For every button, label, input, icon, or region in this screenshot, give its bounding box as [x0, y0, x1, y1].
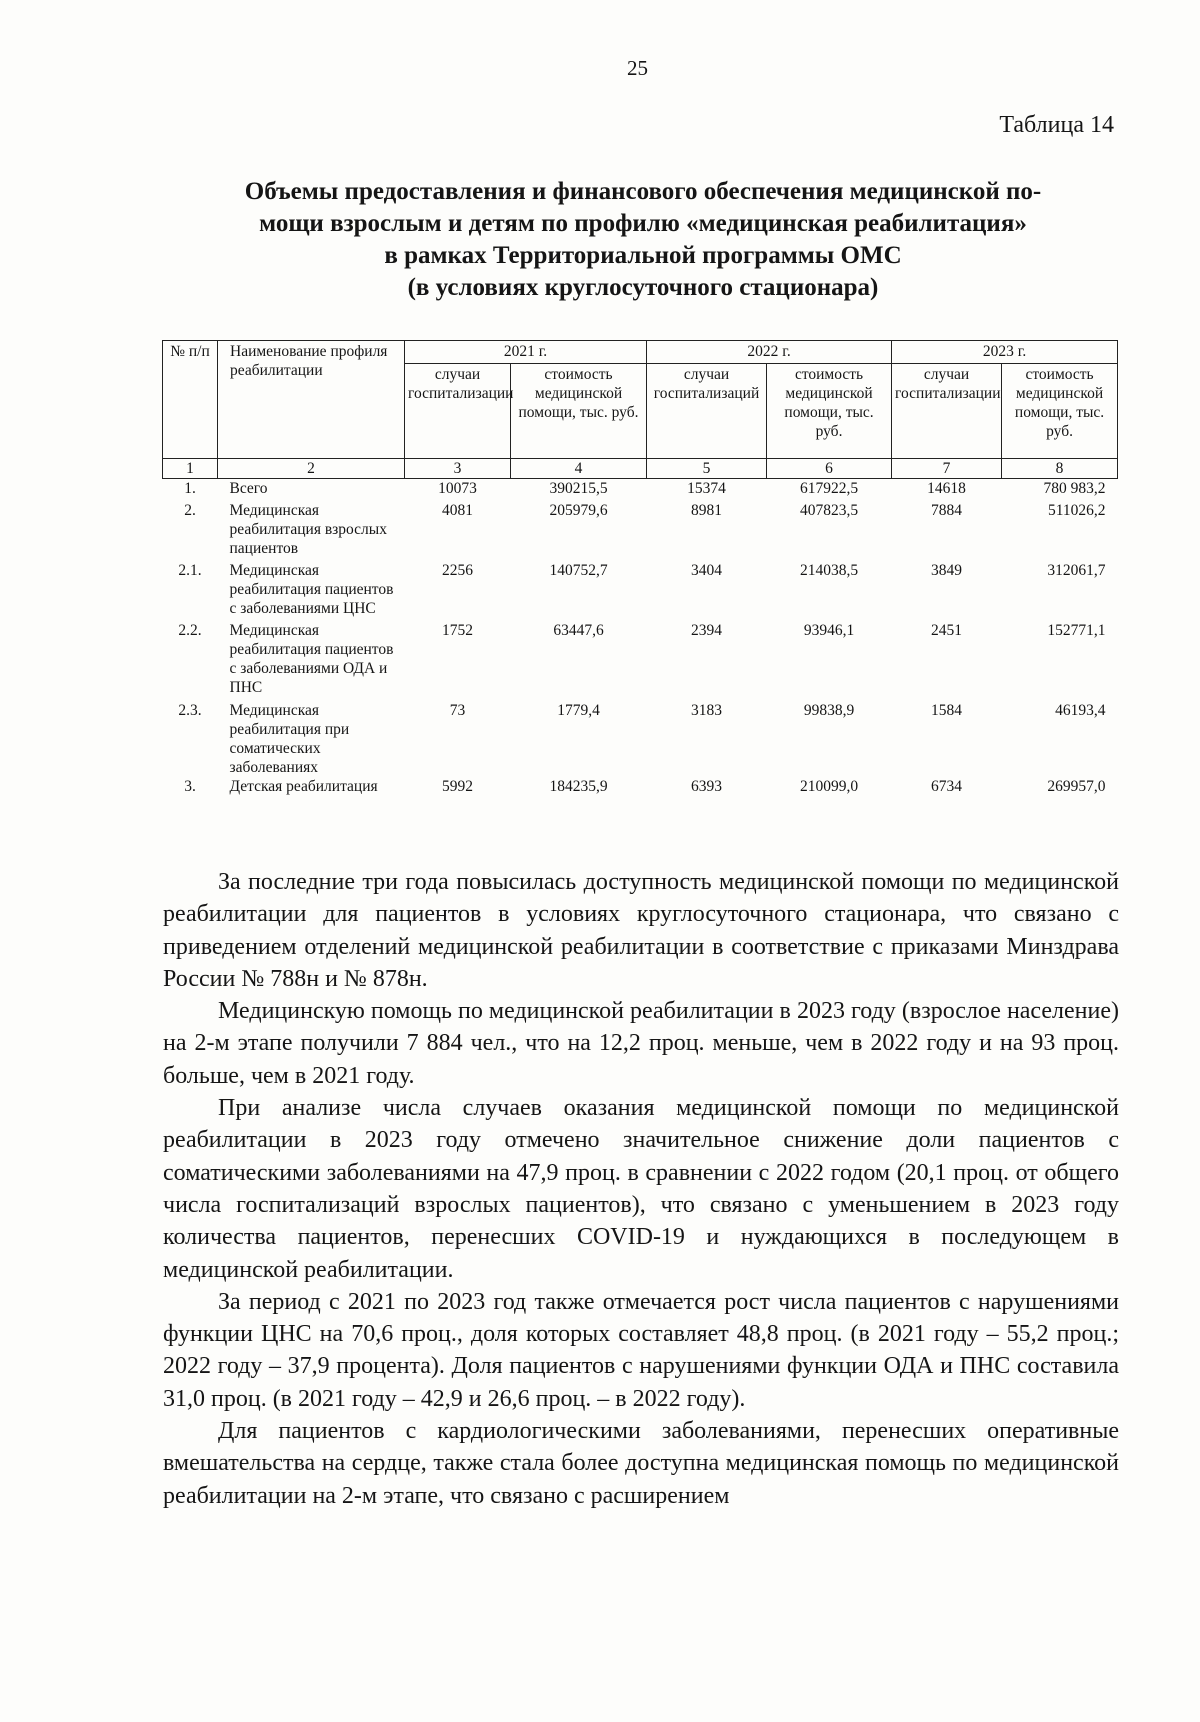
header-year-2023: 2023 г.	[892, 341, 1118, 364]
table-row	[163, 621, 1118, 701]
column-number: 5	[647, 459, 767, 479]
row-index: 2.	[184, 501, 196, 519]
body-text	[163, 866, 1119, 1512]
title-line: (в условиях круглосуточного стационара)	[407, 274, 879, 301]
cost-2023: 312061,7	[1047, 561, 1106, 579]
row-index: 2.3.	[178, 701, 202, 719]
cases-2023: 14618	[927, 480, 966, 497]
cases-2022: 3404	[691, 561, 723, 579]
column-number: 8	[1002, 459, 1118, 479]
table-row	[163, 479, 1118, 501]
column-number: 6	[767, 459, 892, 479]
cost-2021: 184235,9	[549, 777, 608, 795]
title-line: Объемы предоставления и финансового обеспечения медицинской по-	[244, 178, 1042, 205]
paragraph: При анализе числа случаев оказания медицинской помощи по медицинской реабилитации в 2023 году отмечено значительное снижение доли пациентов с соматическими заболеваниями на 47,9 проц. в сравнении с 2022 годом (20,1 проц. от общего числа госпитализаций взрослых пациентов), что связано с уменьшением в 2023 году количества пациентов, перенесших COVID-19 и нуждающихся в последующем в медицинской реабилитации.	[163, 1095, 1119, 1283]
cases-2021: 10073	[438, 480, 477, 497]
cases-2021: 73	[449, 701, 466, 719]
cost-2022: 407823,5	[799, 501, 859, 519]
document-title	[170, 176, 1116, 304]
header-2022-cost: стоимость медицинской помощи, тыс. руб.	[767, 364, 892, 459]
paragraph: Медицинскую помощь по медицинской реабилитации в 2023 году (взрослое население) на 2-м этапе получили 7 884 чел., что на 12,2 проц. меньше, чем в 2022 году и на 93 проц. больше, чем в 2021 году.	[163, 998, 1119, 1089]
header-profile-name: Наименование профиля реабилитации	[218, 341, 405, 459]
cases-2022: 2394	[691, 621, 723, 639]
header-year-2022: 2022 г.	[647, 341, 892, 364]
cases-2021: 5992	[442, 777, 473, 795]
cost-2023: 46193,4	[1055, 701, 1106, 719]
cost-2023: 511026,2	[1047, 501, 1106, 519]
title-line: мощи взрослым и детям по профилю «медицинская реабилитация»	[259, 210, 1027, 237]
cases-2023: 2451	[931, 621, 963, 639]
column-number: 1	[163, 459, 218, 479]
header-2021-cases: случаи госпитализации	[405, 364, 511, 459]
table-row	[163, 561, 1118, 621]
cases-2023: 7884	[931, 501, 963, 519]
column-number: 3	[405, 459, 511, 479]
cases-2022: 15374	[687, 480, 726, 497]
header-2022-cases: случаи госпитализаций	[647, 364, 767, 459]
column-number: 4	[511, 459, 647, 479]
cost-2023: 269957,0	[1047, 777, 1106, 795]
row-index: 2.2.	[178, 621, 202, 639]
table-row	[163, 777, 1118, 817]
row-index: 2.1.	[178, 561, 202, 579]
row-index: 3.	[184, 777, 196, 795]
cases-2021: 1752	[442, 621, 473, 639]
row-name: Медицинская реабилитация взрослых пациентов	[229, 501, 387, 557]
row-index: 1.	[184, 480, 196, 497]
header-2023-cost: стоимость медицинской помощи, тыс. руб.	[1002, 364, 1118, 459]
cost-2021: 63447,6	[553, 621, 604, 639]
row-name: Всего	[229, 480, 268, 497]
cost-2022: 214038,5	[799, 561, 859, 579]
row-name: Медицинская реабилитация пациентов с заболеваниями ОДА и ПНС	[229, 621, 394, 696]
cases-2023: 1584	[931, 701, 963, 719]
cases-2022: 6393	[691, 777, 723, 795]
cost-2022: 617922,5	[799, 480, 859, 497]
cases-2023: 6734	[931, 777, 963, 795]
page-number: 25	[627, 56, 648, 80]
cost-2023: 152771,1	[1047, 621, 1106, 639]
cost-2021: 390215,5	[549, 480, 608, 497]
row-name: Медицинская реабилитация при соматических заболеваниях	[229, 701, 350, 776]
row-name: Детская реабилитация	[229, 777, 378, 795]
cases-2022: 8981	[691, 501, 723, 519]
table-row	[163, 701, 1118, 777]
cost-2021: 1779,4	[557, 701, 600, 719]
column-number: 2	[218, 459, 405, 479]
cost-2021: 140752,7	[549, 561, 608, 579]
cases-2021: 2256	[442, 561, 473, 579]
table-caption: Таблица 14	[999, 112, 1114, 138]
header-2021-cost: стоимость медицинской помощи, тыс. руб.	[511, 364, 647, 459]
cost-2022: 210099,0	[799, 777, 859, 795]
header-2023-cases: случаи госпитализации	[892, 364, 1002, 459]
paragraph: За период с 2021 по 2023 год также отмечается рост числа пациентов с нарушениями функции ЦНС на 70,6 проц., доля которых составляет 48,8 проц. (в 2021 году – 55,2 проц.; 2022 году – 37,9 процента). Доля пациентов с нарушениями функции ОДА и ПНС составила 31,0 проц. (в 2021 году – 42,9 и 26,6 проц. – в 2022 году).	[163, 1288, 1119, 1412]
rehabilitation-volume-table	[162, 340, 1118, 817]
header-year-2021: 2021 г.	[405, 341, 647, 364]
paragraph: Для пациентов с кардиологическими заболеваниями, перенесших оперативные вмешательства на сердце, также стала более доступна медицинская помощь по медицинской реабилитации на 2-м этапе, что связано с расширением	[163, 1418, 1119, 1509]
cases-2021: 4081	[442, 501, 473, 519]
row-name: Медицинская реабилитация пациентов с заболеваниями ЦНС	[229, 561, 394, 617]
header-number: № п/п	[163, 341, 218, 459]
cases-2023: 3849	[931, 561, 963, 579]
cost-2022: 99838,9	[803, 701, 855, 719]
column-number: 7	[892, 459, 1002, 479]
table-row	[163, 501, 1118, 561]
paragraph: За последние три года повысилась доступность медицинской помощи по медицинской реабилитации для пациентов в условиях круглосуточного стационара, что связано с приведением отделений медицинской реабилитации в соответствие с приказами Минздрава России № 788н и № 878н.	[163, 869, 1119, 992]
cases-2022: 3183	[691, 701, 723, 719]
cost-2021: 205979,6	[549, 501, 608, 519]
cost-2022: 93946,1	[803, 621, 855, 639]
title-line: в рамках Территориальной программы ОМС	[384, 242, 902, 269]
cost-2023: 780 983,2	[1043, 480, 1106, 497]
